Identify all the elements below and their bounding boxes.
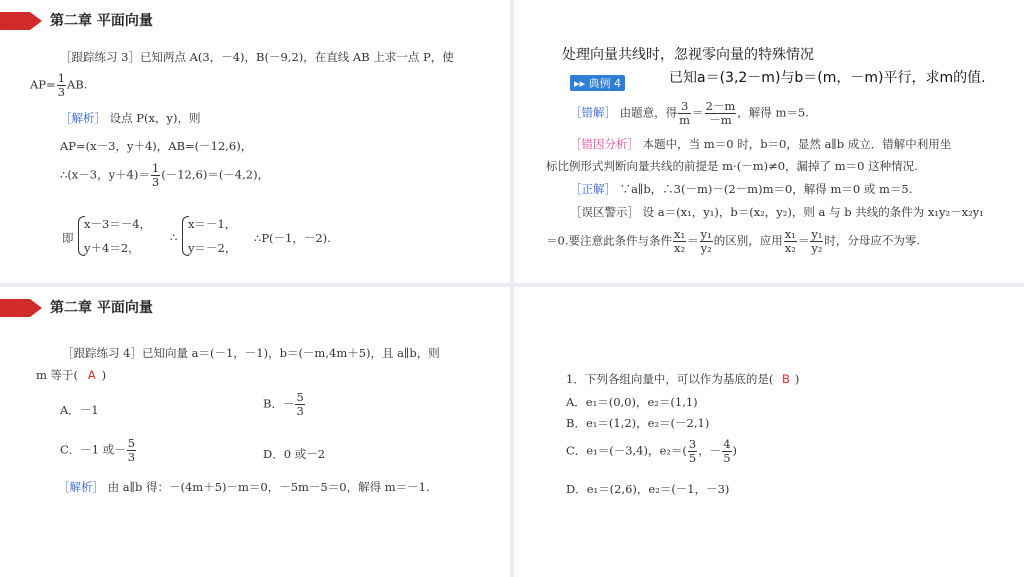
numerator: 1 — [57, 71, 66, 85]
option-a: A．－1 — [60, 403, 99, 417]
solution-line-3 — [60, 162, 269, 189]
numerator: 4 — [723, 437, 731, 451]
header-arrow-icon — [30, 299, 42, 317]
slide-panel-top-right — [514, 0, 1024, 283]
fraction — [678, 100, 691, 127]
denominator: 3 — [296, 404, 304, 418]
line3-a: ∴(x－3，y＋4)＝ — [60, 167, 150, 182]
fraction — [57, 72, 66, 99]
numerator: y₁ — [811, 227, 823, 241]
fraction — [722, 438, 731, 465]
denominator: x₂ — [673, 241, 686, 255]
answer-text: A — [87, 368, 96, 382]
jiexi-label: ［解析］ — [58, 480, 104, 494]
wuqu-line — [570, 204, 984, 220]
option-d: D．e₁＝(2,6)，e₂＝(－1，－3) — [566, 482, 730, 496]
denominator: 5 — [688, 451, 697, 465]
slide-panel-top-left — [0, 0, 510, 283]
ji-label: 即 — [62, 231, 74, 245]
numerator: 2－m — [705, 99, 736, 113]
therefore-symbol: ∴ — [170, 230, 178, 244]
numerator: 5 — [296, 390, 304, 404]
denominator: 3 — [127, 450, 136, 464]
fraction — [295, 391, 304, 418]
wuqu-line-2: ＝0.要注意此条件与条件 $\frac{\text{x₁}}{\text{x₂}}$ ＝ $\frac{\text{y₁}}{\text{y₂}}$ 的区别，应用 $\frac{\text{x₁}}{\text{x₂}}$ ＝ $\frac{\text{y₁}}{\text{y₂}}$ 时，分母应不为零. — [546, 227, 921, 255]
denominator: x₂ — [784, 241, 796, 255]
system1-eq2: y＋4＝2， — [84, 241, 140, 255]
option-b — [263, 391, 306, 418]
wuqu2-c: 时，分母应不为零. — [824, 233, 921, 248]
denominator: －m — [709, 113, 732, 127]
numerator: 5 — [127, 436, 136, 450]
chapter-header — [0, 297, 300, 319]
cuojie-text-a: 由题意，得 — [619, 105, 678, 120]
line3-b: (－12,6)＝(－4,2)， — [161, 167, 270, 182]
numerator: x₁ — [784, 227, 796, 241]
system2-eq1: x＝－1， — [188, 217, 237, 231]
denominator: 5 — [723, 451, 731, 465]
denominator: m — [679, 113, 691, 127]
zhengjie-line — [570, 181, 912, 197]
cuojie-label: ［错解］ — [570, 105, 616, 120]
answer-text: B — [781, 372, 790, 386]
chapter-header — [0, 10, 300, 32]
wuqu-label: ［误区警示］ — [570, 205, 639, 219]
eq-rhs: AB. — [67, 77, 88, 92]
option-c — [566, 438, 737, 465]
final-result: ∴P(－1，－2). — [254, 231, 331, 245]
close-paren: ) — [101, 368, 107, 382]
header-arrow-icon — [30, 12, 42, 30]
slide-panel-bottom-right — [514, 287, 1024, 577]
option-d: D．0 或－2 — [263, 447, 326, 461]
jiexi-text: 设点 P(x，y)，则 — [109, 111, 201, 125]
numerator: y₁ — [700, 227, 712, 241]
denominator: y₂ — [700, 241, 712, 255]
system2-eq2: y＝－2， — [188, 241, 237, 255]
cuojie-line — [570, 100, 809, 127]
badge-text: 典例 4 — [588, 77, 622, 90]
cuoyin-line — [570, 136, 951, 152]
optc-post: ) — [732, 443, 738, 458]
chapter-title: 第二章 平面向量 — [50, 13, 153, 29]
wuqu-text: 设 a＝(x₁，y₁)，b＝(x₂，y₂)，则 a 与 b 共线的条件为 x₁y₂－x₂y₁ — [642, 205, 984, 219]
header-bar — [0, 299, 30, 317]
optc-pre: C．e₁＝(－3,4)，e₂＝( — [566, 443, 687, 458]
option-b: B．e₁＝(1,2)，e₂＝(－2,1) — [566, 416, 710, 430]
cuoyin-line-2: 标比例形式判断向量共线的前提是 m·(－m)≠0，漏掉了 m＝0 这种情况. — [546, 159, 918, 173]
cuoyin-label: ［错因分析］ — [570, 137, 639, 151]
cuojie-text-b: ，解得 m＝5. — [737, 105, 809, 120]
jiexi-label: ［解析］ — [60, 111, 106, 125]
fraction — [810, 228, 823, 255]
wuqu2-b: 的区别，应用 — [713, 233, 783, 248]
problem-text: ［跟踪练习 3］已知两点 A(3，－4)，B(－9,2)，在直线 AB 上求一点 P，使 — [60, 50, 454, 64]
problem-line-2 — [36, 367, 106, 383]
denominator: 3 — [57, 85, 66, 99]
problem2-text: m 等于( — [36, 368, 79, 382]
vector-equation — [30, 72, 87, 99]
example-badge — [570, 72, 625, 91]
denominator: y₂ — [811, 241, 823, 255]
fraction — [127, 437, 136, 464]
denominator: 3 — [151, 175, 160, 189]
fraction — [151, 162, 160, 189]
cuoyin-text: 本题中，当 m＝0 时，b＝0，显然 a∥b 成立．错解中利用坐 — [642, 137, 952, 151]
fraction — [700, 228, 713, 255]
optc-sep: ，－ — [698, 443, 722, 458]
close-paren: ) — [794, 372, 800, 386]
section-title: 处理向量共线时，忽视零向量的特殊情况 — [562, 47, 814, 63]
option-c — [60, 437, 137, 464]
zhengjie-label: ［正解］ — [570, 182, 616, 196]
eq-lhs: AP= — [30, 77, 56, 92]
wuqu2-a: ＝0.要注意此条件与条件 — [546, 233, 672, 248]
option-a: A．e₁＝(0,0)，e₂＝(1,1) — [566, 395, 698, 409]
question-text — [566, 371, 799, 387]
problem-text: ［跟踪练习 4］已知向量 a＝(－1，－1)，b＝(－m,4m＋5)，且 a∥b，则 — [62, 346, 440, 360]
question-label: 1．下列各组向量中，可以作为基底的是( — [566, 372, 774, 386]
fraction — [688, 438, 697, 465]
optc-pre: C．－1 或－ — [60, 442, 126, 457]
system1-eq1: x－3＝－4， — [84, 217, 152, 231]
numerator: 1 — [151, 161, 160, 175]
equals: ＝ — [692, 105, 704, 120]
header-bar — [0, 12, 30, 30]
numerator: 3 — [688, 437, 697, 451]
solution-line — [58, 479, 430, 495]
optb-pre: B．－ — [263, 396, 295, 411]
fraction — [784, 228, 797, 255]
example-problem: 已知a＝(3,2－m)与b＝(m，－m)平行，求m的值. — [669, 70, 986, 86]
chapter-title: 第二章 平面向量 — [50, 300, 153, 316]
numerator: x₁ — [673, 227, 686, 241]
numerator: 3 — [678, 100, 691, 114]
jiexi-text: 由 a∥b 得：－(4m＋5)－m＝0，－5m－5＝0，解得 m＝－1. — [107, 480, 430, 494]
fraction — [705, 100, 737, 127]
solution-intro — [60, 110, 201, 126]
slide-panel-bottom-left — [0, 287, 510, 577]
badge-label: ▸▸ 典例 4 — [570, 75, 625, 91]
zhengjie-text: ∵a∥b，∴3(－m)－(2－m)m＝0，解得 m＝0 或 m＝5. — [619, 182, 913, 196]
fraction — [673, 228, 686, 255]
solution-line-2: AP=(x－3，y＋4)，AB=(－12,6)， — [60, 139, 253, 153]
